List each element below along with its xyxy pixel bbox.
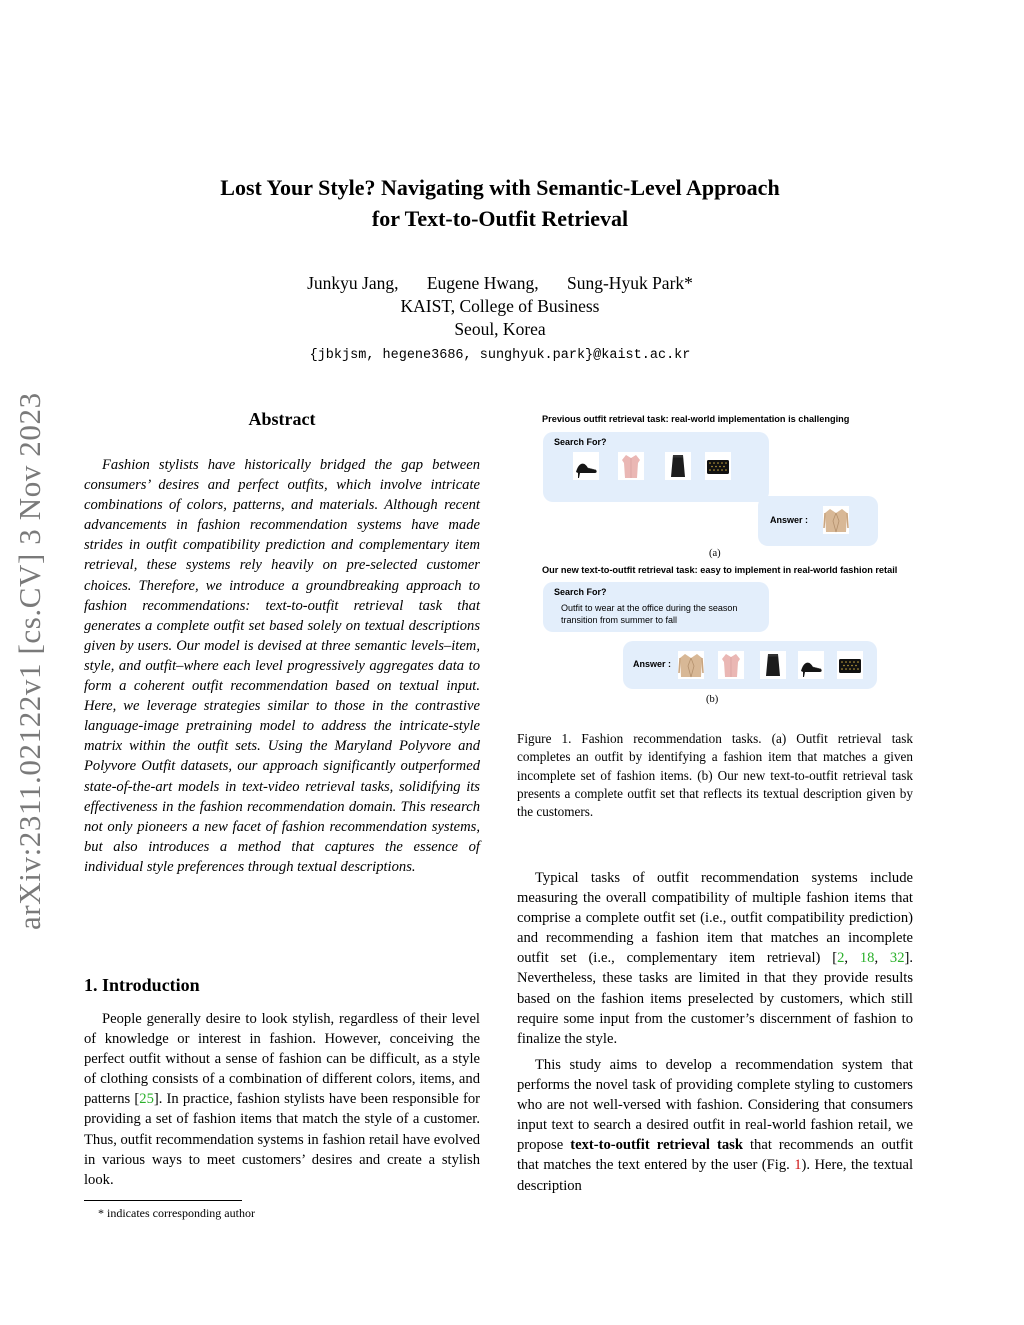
blazer-icon xyxy=(678,651,704,679)
location: Seoul, Korea xyxy=(454,319,546,339)
intro-p3-text-c: ). Here, the textual description xyxy=(517,1157,913,1194)
affiliation: KAIST, College of Business xyxy=(400,296,600,316)
intro-paragraph-3 xyxy=(517,1055,913,1196)
figure-reference-link[interactable]: 1 xyxy=(794,1157,802,1174)
author-names xyxy=(0,272,1000,295)
intro-p1-text-a: People generally desire to look stylish, regardless of their level of knowledge or interest in fashion. However, conceiving the perfect outfit without a sense of fashion can be difficult, as a style of clothing consists of a combination of different colors, items, and patterns [ xyxy=(84,1011,480,1108)
query-text xyxy=(561,602,737,626)
author-1: Junkyu Jang, xyxy=(307,273,399,293)
intro-paragraph-2: Typical tasks of outfit recommendation systems include measuring the overall compatibility of multiple fashion items that comprise a complete outfit set (i.e., outfit compatibility prediction) and recommending a fashion item that matches an incomplete outfit set (i.e., complementary item retrieval) [2, 18, 32]. Nevertheless, these tasks are limited in that they provide results based on the fashion items preselected by customers, which still require some input from the customer’s discernment of fashion to finalize the style. xyxy=(517,870,914,1047)
answer-bubble-b xyxy=(623,641,877,689)
citation-link[interactable]: 18 xyxy=(859,950,875,967)
search-label-b: Search For? xyxy=(554,587,607,597)
subfigure-label-b: (b) xyxy=(706,694,719,705)
search-bubble-a xyxy=(543,432,769,502)
blouse-icon xyxy=(718,651,744,679)
intro-paragraph-1 xyxy=(84,1009,480,1190)
footnote: * indicates corresponding author xyxy=(98,1206,255,1220)
citation-link[interactable]: 2 xyxy=(837,950,845,967)
answer-label-a: Answer : xyxy=(770,515,809,525)
answer-bubble-a xyxy=(758,496,878,546)
intro-p3-text-b: that recommends an outfit that matches the text entered by the user (Fig. xyxy=(517,1137,913,1174)
section-heading-introduction: 1. Introduction xyxy=(84,975,200,995)
author-3: Sung-Hyuk Park* xyxy=(567,273,693,293)
query-line-2: transition from summer to fall xyxy=(561,615,678,625)
answer-label-b: Answer : xyxy=(633,659,672,669)
figure-caption: Figure 1. Fashion recommendation tasks. (a) Outfit retrieval task completes an outfit by identifying a fashion item that matches a given incomplete set of fashion items. (b) Our new text-to-outfit retrieval task presents a complete outfit set that reflects its textual description given by the customers. xyxy=(517,731,913,820)
figure-heading-b: Our new text-to-outfit retrieval task: easy to implement in real-world fashion retail xyxy=(542,565,898,575)
skirt-icon xyxy=(665,452,691,480)
abstract-heading: Abstract xyxy=(248,409,316,429)
clutch-icon xyxy=(705,452,731,480)
arxiv-identifier: arXiv:2311.02122v1 [cs.CV] 3 Nov 2023 xyxy=(12,392,47,930)
skirt-icon xyxy=(760,651,786,679)
clutch-icon xyxy=(837,651,863,679)
heels-icon xyxy=(798,651,824,679)
query-line-1: Outfit to wear at the office during the season xyxy=(561,603,738,613)
footnote-rule xyxy=(84,1200,242,1201)
intro-p2-text-a: Typical tasks of outfit recommendation systems include measuring the overall compatibility of multiple fashion items that comprise a complete outfit set (i.e., outfit compatibility prediction) and recommending a fashion item that matches an incomplete outfit set (i.e., complementary item retrieval) [ xyxy=(517,870,913,967)
author-block xyxy=(0,272,1000,367)
intro-p3-text-a: This study aims to develop a recommendation system that performs the novel task of providing complete styling to customers who are not well-versed with fashion. Considering that consumers input text to search a desired outfit in real-world fashion retail, we propose xyxy=(517,1057,913,1154)
citation-link[interactable]: 32 xyxy=(889,950,905,967)
intro-p3-bold-term: text-to-outfit retrieval task xyxy=(570,1137,743,1154)
figure-1 xyxy=(530,412,900,712)
heels-icon xyxy=(573,452,599,480)
blouse-icon xyxy=(618,452,644,480)
blazer-icon xyxy=(823,506,849,534)
subfigure-label-a: (a) xyxy=(709,548,721,559)
abstract-text: Fashion stylists have historically bridged the gap between consumers’ desires and perfect outfits, which involve intricate combinations of colors, patterns, and materials. Although recent advancements in fashion recommendation systems have made strides in outfit compatibility prediction and complementary item retrieval, these systems rely heavily on pre-selected customer choices. Therefore, we introduce a groundbreaking approach to fashion recommendations: text-to-outfit retrieval task that generates a complete outfit set based solely on textual descriptions given by users. Our model is devised at three semantic levels–item, style, and outfit–where each level progressively aggregates data to form a coherent outfit recommendation based on textual input. Here, we leverage strategies similar to those in the contrastive language-image pretraining model to address the intricate-style matrix within the outfit sets. Using the Maryland Polyvore and Polyvore Outfit datasets, our approach significantly outperformed state-of-the-art models in text-video retrieval tasks, solidifying its effectiveness in the fashion recommendation domain. This research not only pioneers a new facet of fashion recommendation systems, but also introduces a method that captures the essence of individual style preferences through textual descriptions. xyxy=(84,457,480,875)
intro-p1-text-b: ]. In practice, fashion stylists have been responsible for providing a set of fashion items that match the style of a customer. Thus, outfit recommendation systems in fashion retail have evolved in various ways to meet customers’ desires and create a stylish look. xyxy=(84,1091,480,1188)
search-bubble-b xyxy=(543,582,769,632)
search-label-a: Search For? xyxy=(554,437,607,447)
author-emails: {jbkjsm, hegene3686, sunghyuk.park}@kaist.ac.kr xyxy=(309,348,691,363)
title-line-2: for Text-to-Outfit Retrieval xyxy=(371,206,629,231)
figure-heading-a: Previous outfit retrieval task: real-world implementation is challenging xyxy=(542,414,850,424)
intro-p2-text-b: ]. Nevertheless, these tasks are limited in that they provide results based on the fashion items preselected by customers, which still require some input from the customer’s discernment of fashion to finalize the style. xyxy=(517,950,914,1047)
paper-title xyxy=(0,172,1000,234)
author-2: Eugene Hwang, xyxy=(426,273,539,293)
citation-link[interactable]: 25 xyxy=(139,1091,154,1108)
title-line-1: Lost Your Style? Navigating with Semantic-Level Approach xyxy=(220,175,780,200)
